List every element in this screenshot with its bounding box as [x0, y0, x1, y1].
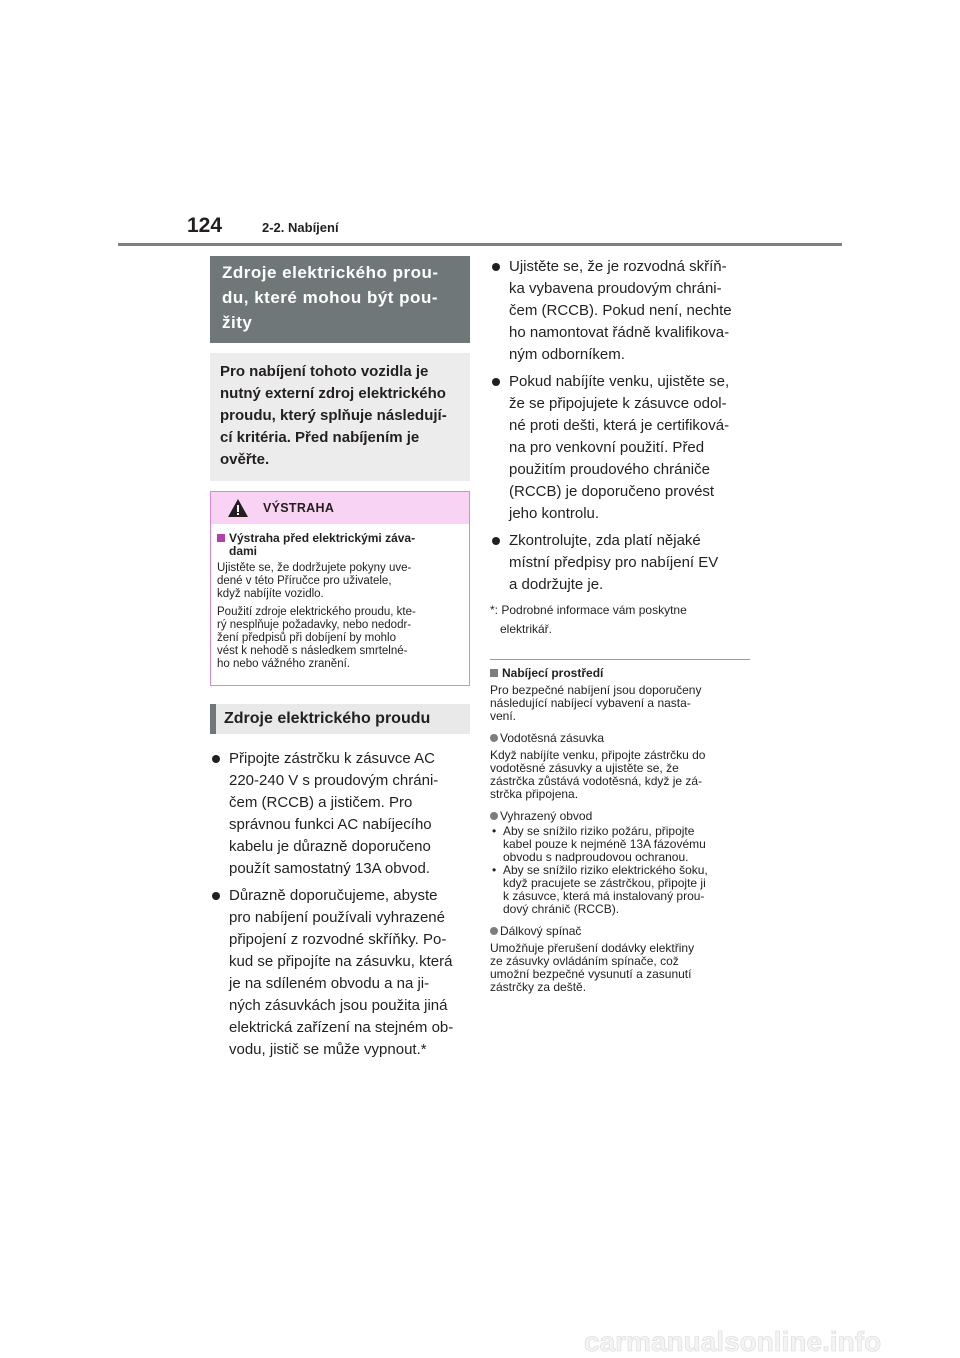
intro-line: nutný externí zdroj elektrického — [220, 385, 446, 402]
text-line: že se připojujete k zásuvce odol- — [509, 395, 727, 412]
info-item-label: Vyhrazený obvod — [500, 809, 593, 823]
intro-line: ověřte. — [220, 451, 270, 468]
text-line: ho nebo vážného zranění. — [217, 658, 350, 670]
text-line: dené v této Příručce pro uživatele, — [217, 575, 392, 587]
warning-paragraph — [217, 562, 463, 601]
text-line: vést k nehodě s následkem smrtelné- — [217, 645, 408, 657]
text-line: obvodu s nadproudovou ochranou. — [503, 850, 689, 864]
page-number: 124 — [187, 214, 223, 237]
text-line: rý nesplňuje požadavky, nebo nedodr- — [217, 619, 412, 631]
watermark — [584, 1330, 914, 1354]
text-line: místní předpisy pro nabíjení EV — [509, 554, 719, 571]
info-item-label: Vodotěsná zásuvka — [500, 731, 605, 745]
intro-line: Pro nabíjení tohoto vozidla je — [220, 363, 429, 380]
text-line: pro nabíjení používali vyhrazené — [229, 909, 445, 926]
text-line: né proti dešti, která je certifiková- — [509, 417, 730, 434]
info-item-title — [490, 924, 750, 938]
text-line: čem (RCCB) a jističem. Pro — [229, 794, 413, 811]
section-title-box — [210, 256, 470, 343]
footnote — [490, 601, 750, 639]
list-item — [490, 256, 750, 366]
warning-paragraph — [217, 606, 463, 671]
text-line: elektrikář. — [500, 622, 553, 636]
text-line: žení předpisů při dobíjení by mohlo — [217, 632, 396, 644]
text-line: elektrická zařízení na stejném ob- — [229, 1019, 454, 1036]
text-line: ných zásuvkách jsou použita jiná — [229, 997, 448, 1014]
text-line: ným odborníkem. — [509, 346, 625, 363]
text-line: • Aby se snížilo riziko požáru, připojte — [503, 824, 695, 838]
list-item — [490, 371, 750, 525]
text-line: Pokud nabíjíte venku, ujistěte se, — [509, 373, 730, 390]
intro-line: proudu, který splňuje následují- — [220, 407, 447, 424]
bullet-list — [210, 748, 470, 1061]
list-item — [210, 748, 470, 880]
info-item-title — [490, 809, 750, 823]
text-line: vení. — [490, 709, 517, 723]
warning-label: VÝSTRAHA — [263, 500, 335, 515]
warning-subtitle — [217, 532, 463, 558]
text-line: následující nabíjecí vybavení a nasta- — [490, 696, 691, 710]
text-line: je na sdíleném obvodu a na ji- — [229, 975, 430, 992]
text-line: *: Podrobné informace vám poskytne — [490, 603, 687, 617]
text-line: strčka připojena. — [490, 787, 579, 801]
right-column — [490, 256, 750, 994]
text-line: (RCCB) je doporučeno provést — [509, 483, 715, 500]
info-divider — [490, 659, 750, 660]
info-item-title — [490, 731, 750, 745]
intro-box — [210, 353, 470, 481]
text-line: jeho kontrolu. — [509, 505, 600, 522]
left-column — [210, 256, 470, 1066]
circle-bullet-icon — [490, 927, 498, 935]
section-reference: 2-2. Nabíjení — [262, 220, 339, 235]
text-line: kabelu je důrazně doporučeno — [229, 838, 431, 855]
info-item-label: Dálkový spínač — [500, 924, 582, 938]
text-line: čem (RCCB). Pokud není, nechte — [509, 302, 732, 319]
warning-header — [211, 492, 469, 524]
text-line: vodotěsné zásuvky a ujistěte se, že — [490, 761, 679, 775]
text-line: když pracujete se zástrčkou, připojte ji — [503, 876, 706, 890]
text-line: • Aby se snížilo riziko elektrického šoku, — [503, 863, 708, 877]
text-line: použitím proudového chrániče — [509, 461, 710, 478]
info-intro — [490, 684, 750, 723]
square-bullet-icon — [490, 669, 498, 677]
text-line: připojení z rozvodné skříňky. Po- — [229, 931, 447, 948]
text-line: Pro bezpečné nabíjení jsou doporučeny — [490, 683, 702, 697]
text-line: zástrčka zůstává vodotěsná, když je zá- — [490, 774, 703, 788]
info-item-text — [490, 749, 750, 801]
text-line: k zásuvce, která má instalovaný prou- — [503, 889, 705, 903]
text-line: ka vybavena proudovým chráni- — [509, 280, 722, 297]
text-line: Ujistěte se, že je rozvodná skříň- — [509, 258, 727, 275]
text-line: kud se připojíte na zásuvku, která — [229, 953, 453, 970]
info-title-text: Nabíjecí prostředí — [502, 666, 604, 680]
text-line: Důrazně doporučujeme, abyste — [229, 887, 438, 904]
text-line: Zkontrolujte, zda platí nějaké — [509, 532, 701, 549]
circle-bullet-icon — [490, 812, 498, 820]
text-line: použít samostatný 13A obvod. — [229, 860, 430, 877]
subsection-title: Zdroje elektrického proudu — [210, 704, 470, 734]
text-line: 220-240 V s proudovým chráni- — [229, 772, 439, 789]
list-item — [490, 864, 750, 916]
watermark-text: carmanualsonline.info — [584, 1330, 882, 1354]
warning-triangle-icon — [227, 498, 249, 518]
title-line: žity — [222, 313, 253, 332]
text-line: když nabíjíte vozidlo. — [217, 588, 324, 600]
text-line: zástrčky za deště. — [490, 980, 587, 994]
text-line: a dodržujte je. — [509, 576, 604, 593]
text-line: Umožňuje přerušení dodávky elektřiny — [490, 941, 695, 955]
info-title — [490, 666, 750, 680]
warning-box — [210, 491, 470, 686]
warning-subtitle-line: dami — [229, 544, 258, 558]
text-line: umožní bezpečné vysunutí a zasunutí — [490, 967, 692, 981]
text-line: kabel pouze k nejméně 13A fázovému — [503, 837, 706, 851]
circle-bullet-icon — [490, 734, 498, 742]
list-item — [490, 825, 750, 864]
title-line: Zdroje elektrického prou- — [222, 263, 439, 282]
text-line: na pro venkovní použití. Před — [509, 439, 705, 456]
text-line: vodu, jistič se může vypnout.* — [229, 1041, 427, 1058]
intro-line: cí kritéria. Před nabíjením je — [220, 429, 420, 446]
header-divider — [118, 243, 842, 246]
list-item — [210, 885, 470, 1061]
info-item-text — [490, 942, 750, 994]
warning-subtitle-line: Výstraha před elektrickými záva- — [229, 531, 416, 545]
text-line: ze zásuvky ovládáním spínače, což — [490, 954, 679, 968]
text-line: správnou funkci AC nabíjecího — [229, 816, 432, 833]
text-line: Ujistěte se, že dodržujete pokyny uve- — [217, 562, 412, 574]
text-line: Použití zdroje elektrického proudu, kte- — [217, 606, 416, 618]
square-bullet-icon — [217, 534, 225, 542]
text-line: Připojte zástrčku k zásuvce AC — [229, 750, 435, 767]
info-sublist — [490, 825, 750, 916]
text-line: dový chránič (RCCB). — [503, 902, 620, 916]
text-line: ho namontovat řádně kvalifikova- — [509, 324, 730, 341]
list-item — [490, 530, 750, 596]
text-line: Když nabíjíte venku, připojte zástrčku do — [490, 748, 706, 762]
title-line: du, které mohou být pou- — [222, 288, 438, 307]
bullet-list — [490, 256, 750, 596]
